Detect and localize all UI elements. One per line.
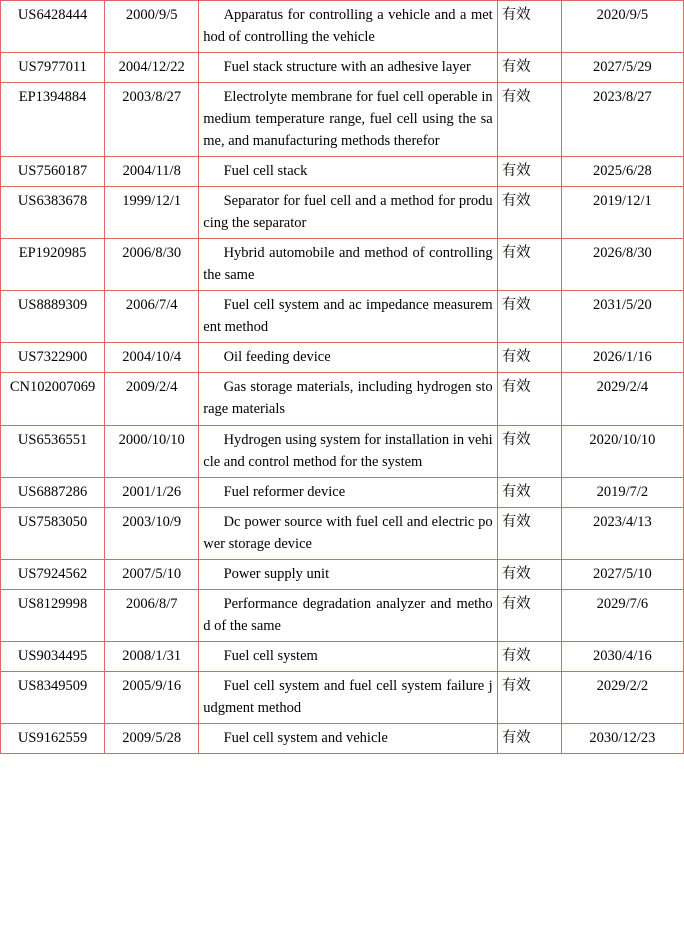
- cell-date: 2004/11/8: [105, 157, 199, 187]
- cell-publication-number: US7977011: [1, 53, 105, 83]
- cell-title-text: Gas storage materials, including hydrogen storage materials: [203, 379, 493, 418]
- cell-status: 有效: [497, 83, 561, 157]
- cell-title: [199, 157, 497, 187]
- cell-status: 有效: [497, 343, 561, 373]
- cell-title: [199, 723, 497, 753]
- cell-title: [199, 425, 497, 477]
- table-row: [1, 291, 684, 343]
- cell-status: 有效: [497, 157, 561, 187]
- table-row: [1, 83, 684, 157]
- cell-publication-number: US6383678: [1, 187, 105, 239]
- table-row: [1, 507, 684, 559]
- cell-title-text: Fuel stack structure with an adhesive layer: [223, 59, 471, 76]
- cell-date: 1999/12/1: [105, 187, 199, 239]
- cell-title: [199, 477, 497, 507]
- cell-expiry-date: 2020/9/5: [561, 1, 683, 53]
- cell-title-text: Oil feeding device: [223, 349, 331, 366]
- cell-publication-number: US8889309: [1, 291, 105, 343]
- cell-date: 2006/8/7: [105, 589, 199, 641]
- table-row: [1, 589, 684, 641]
- cell-publication-number: US6887286: [1, 477, 105, 507]
- cell-status: 有效: [497, 507, 561, 559]
- cell-publication-number: US8129998: [1, 589, 105, 641]
- cell-status: 有效: [497, 373, 561, 425]
- cell-expiry-date: 2023/4/13: [561, 507, 683, 559]
- cell-publication-number: US6428444: [1, 1, 105, 53]
- cell-title: [199, 291, 497, 343]
- table-row: [1, 1, 684, 53]
- cell-expiry-date: 2019/7/2: [561, 477, 683, 507]
- cell-publication-number: US8349509: [1, 671, 105, 723]
- cell-title: [199, 239, 497, 291]
- table-row: [1, 239, 684, 291]
- table-row: [1, 425, 684, 477]
- cell-expiry-date: 2026/1/16: [561, 343, 683, 373]
- cell-status: 有效: [497, 291, 561, 343]
- cell-date: 2005/9/16: [105, 671, 199, 723]
- cell-status: 有效: [497, 671, 561, 723]
- table-row: [1, 723, 684, 753]
- cell-expiry-date: 2029/2/2: [561, 671, 683, 723]
- cell-publication-number: US7924562: [1, 559, 105, 589]
- cell-publication-number: US7560187: [1, 157, 105, 187]
- cell-publication-number: EP1920985: [1, 239, 105, 291]
- cell-title-text: Fuel cell system and vehicle: [223, 729, 388, 746]
- cell-expiry-date: 2029/2/4: [561, 373, 683, 425]
- cell-date: 2004/10/4: [105, 343, 199, 373]
- cell-title: [199, 373, 497, 425]
- table-row: [1, 671, 684, 723]
- cell-title-text: Power supply unit: [223, 565, 330, 582]
- cell-title: [199, 187, 497, 239]
- cell-title-text: Dc power source with fuel cell and electric power storage device: [203, 513, 493, 552]
- cell-expiry-date: 2029/7/6: [561, 589, 683, 641]
- cell-expiry-date: 2027/5/10: [561, 559, 683, 589]
- cell-title-text: Fuel cell system: [223, 647, 318, 664]
- cell-date: 2003/10/9: [105, 507, 199, 559]
- cell-title-text: Fuel cell system and ac impedance measurement method: [203, 297, 493, 336]
- cell-title-text: Fuel cell stack: [223, 163, 308, 180]
- cell-expiry-date: 2019/12/1: [561, 187, 683, 239]
- cell-status: 有效: [497, 53, 561, 83]
- cell-date: 2003/8/27: [105, 83, 199, 157]
- cell-date: 2006/7/4: [105, 291, 199, 343]
- cell-date: 2001/1/26: [105, 477, 199, 507]
- cell-publication-number: US9162559: [1, 723, 105, 753]
- cell-expiry-date: 2027/5/29: [561, 53, 683, 83]
- cell-status: 有效: [497, 477, 561, 507]
- table-row: [1, 53, 684, 83]
- cell-title: [199, 641, 497, 671]
- cell-status: 有效: [497, 641, 561, 671]
- cell-title-text: Fuel reformer device: [223, 483, 346, 500]
- cell-title: [199, 559, 497, 589]
- table-row: [1, 187, 684, 239]
- cell-publication-number: EP1394884: [1, 83, 105, 157]
- cell-date: 2007/5/10: [105, 559, 199, 589]
- cell-title-text: Electrolyte membrane for fuel cell operable in medium temperature range, fuel cell using the same, and manufacturing methods therefor: [203, 89, 493, 150]
- cell-publication-number: US6536551: [1, 425, 105, 477]
- cell-title-text: Hybrid automobile and method of controlling the same: [203, 245, 493, 284]
- cell-expiry-date: 2031/5/20: [561, 291, 683, 343]
- cell-date: 2006/8/30: [105, 239, 199, 291]
- cell-expiry-date: 2026/8/30: [561, 239, 683, 291]
- cell-title: [199, 671, 497, 723]
- patent-table-body: [1, 1, 684, 754]
- cell-title-text: Fuel cell system and fuel cell system failure judgment method: [203, 677, 493, 716]
- table-row: [1, 157, 684, 187]
- table-row: [1, 477, 684, 507]
- cell-date: 2009/2/4: [105, 373, 199, 425]
- cell-date: 2008/1/31: [105, 641, 199, 671]
- cell-title: [199, 1, 497, 53]
- cell-status: 有效: [497, 425, 561, 477]
- cell-publication-number: CN102007069: [1, 373, 105, 425]
- cell-status: 有效: [497, 589, 561, 641]
- cell-date: 2009/5/28: [105, 723, 199, 753]
- table-row: [1, 641, 684, 671]
- cell-publication-number: US9034495: [1, 641, 105, 671]
- cell-status: 有效: [497, 239, 561, 291]
- cell-title: [199, 589, 497, 641]
- cell-title: [199, 53, 497, 83]
- cell-date: 2000/10/10: [105, 425, 199, 477]
- cell-expiry-date: 2020/10/10: [561, 425, 683, 477]
- cell-title: [199, 343, 497, 373]
- cell-expiry-date: 2030/12/23: [561, 723, 683, 753]
- cell-status: 有效: [497, 1, 561, 53]
- table-row: [1, 343, 684, 373]
- cell-title-text: Hydrogen using system for installation in vehicle and control method for the system: [203, 431, 493, 470]
- table-row: [1, 373, 684, 425]
- cell-expiry-date: 2023/8/27: [561, 83, 683, 157]
- cell-title-text: Separator for fuel cell and a method for producing the separator: [203, 193, 493, 232]
- cell-expiry-date: 2030/4/16: [561, 641, 683, 671]
- table-row: [1, 559, 684, 589]
- cell-publication-number: US7583050: [1, 507, 105, 559]
- cell-title: [199, 507, 497, 559]
- cell-title: [199, 83, 497, 157]
- cell-status: 有效: [497, 723, 561, 753]
- cell-status: 有效: [497, 559, 561, 589]
- cell-status: 有效: [497, 187, 561, 239]
- cell-publication-number: US7322900: [1, 343, 105, 373]
- cell-date: 2004/12/22: [105, 53, 199, 83]
- cell-expiry-date: 2025/6/28: [561, 157, 683, 187]
- cell-title-text: Apparatus for controlling a vehicle and a method of controlling the vehicle: [203, 7, 493, 46]
- cell-date: 2000/9/5: [105, 1, 199, 53]
- cell-title-text: Performance degradation analyzer and method of the same: [203, 595, 493, 634]
